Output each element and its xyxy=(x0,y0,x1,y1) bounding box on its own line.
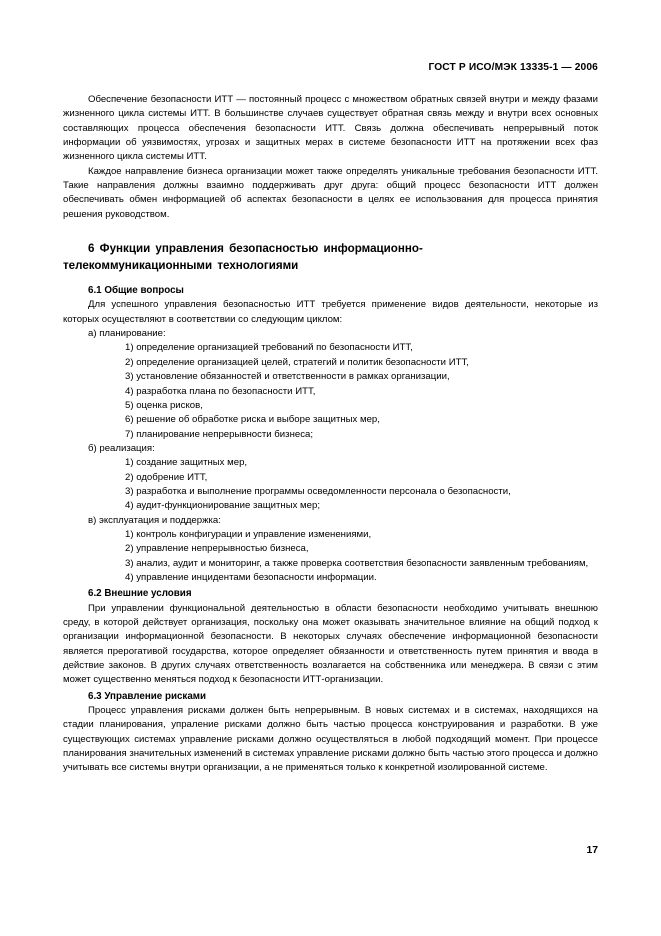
clause-6-3-paragraph: Процесс управления рисками должен быть непрерывным. В новых системах и в системах, находящихся на стадии планирования, упраление рисками должно быть частью процесса конструирования и разработки. В уже существующих системах управление рисками должно осуществляться в любой подходящий момент. При процессе планирования значительных изменений в системах управление рисками должно быть частью этого процесса и должно учитывать все системы внутри организации, а не применяться только к конкретной изолированной системе. xyxy=(63,705,598,774)
list-item: 4) аудит-функционирование защитных мер; xyxy=(125,500,320,512)
list-group-label-v: в) эксплуатация и поддержка: xyxy=(88,514,221,526)
list-item: 1) создание защитных мер, xyxy=(125,457,248,469)
list-item: 4) разработка плана по безопасности ИТТ, xyxy=(125,385,316,397)
list-group-label-a: а) планирование: xyxy=(88,328,166,340)
list-item: 3) анализ, аудит и мониторинг, а также проверка соответствия безопасности заявленным требованиям, xyxy=(125,557,589,569)
running-header: ГОСТ Р ИСО/МЭК 13335-1 — 2006 xyxy=(428,62,598,73)
list-group-label-b: б) реализация: xyxy=(88,442,155,454)
clause-6-1-intro: Для успешного управления безопасностью ИТТ требуется применение видов деятельности, некоторые из которых осуществляют в соответствии со следующим циклом: xyxy=(63,299,598,325)
clause-6-heading-line-2: телекоммуникационными технологиями xyxy=(63,259,299,273)
clause-6-3-heading: 6.3 Управление рисками xyxy=(88,690,207,702)
list-item: 6) решение об обработке риска и выборе защитных мер, xyxy=(125,414,380,426)
list-item: 2) определение организацией целей, стратегий и политик безопасности ИТТ, xyxy=(125,356,469,368)
list-item: 1) определение организацией требований по безопасности ИТТ, xyxy=(125,342,413,354)
clause-6-heading-line-1: 6 Функции управления безопасностью информационно- xyxy=(88,242,423,256)
paragraph-intro-1: Обеспечение безопасности ИТТ — постоянный процесс с множеством обратных связей внутри и между фазами жизненного цикла системы ИТТ. В большинстве случаев существует обратная связь между и внутри всех основных составляющих процесса обеспечения безопасности ИТТ. Связь должна обеспечивать непрерывный поток информации об уязвимостях, угрозах и защитных мерах в системе безопасности ИТТ на протяжении всех фаз жизненного цикла системы ИТТ. xyxy=(63,94,598,163)
paragraph-intro-2: Каждое направление бизнеса организации может также определять уникальные требования безопасности ИТТ. Такие направления должны взаимно поддерживать друг друга: общий процесс безопасности ИТТ должен обеспечивать обмен информацией об аспектах безопасности в целях ее использования для процесса принятия решения руководством. xyxy=(63,165,598,220)
list-item: 3) установление обязанностей и ответственности в рамках организации, xyxy=(125,371,450,383)
clause-6-2-paragraph: При управлении функциональной деятельностью в области безопасности необходимо учитывать внешнюю среду, в которой действует организация, поскольку она может оказывать значительное влияние на общий подход к организации информационной безопасности. В некоторых случаях обеспечение информационной безопасности является прерогативой государства, которое определяет обязанности и ответственность путем принятия и ввода в действие законов. В других случаях ответственность возлагается на собственника или менеджера. В связи с этим может существенно меняться подход к безопасности ИТТ-организации. xyxy=(63,602,598,686)
list-item: 2) одобрение ИТТ, xyxy=(125,471,208,483)
list-item: 2) управление непрерывностью бизнеса, xyxy=(125,543,309,555)
list-item: 7) планирование непрерывности бизнеса; xyxy=(125,428,313,440)
list-item: 3) разработка и выполнение программы осведомленности персонала о безопасности, xyxy=(125,485,511,497)
clause-6-1-heading: 6.1 Общие вопросы xyxy=(88,285,184,297)
list-item: 4) управление инцидентами безопасности информации. xyxy=(125,571,377,583)
list-item: 1) контроль конфигурации и управление изменениями, xyxy=(125,528,372,540)
list-item: 5) оценка рисков, xyxy=(125,399,203,411)
clause-6-2-heading: 6.2 Внешние условия xyxy=(88,588,192,600)
page-body xyxy=(63,93,598,776)
page-number: 17 xyxy=(586,845,598,856)
clause-6-heading xyxy=(63,222,598,274)
